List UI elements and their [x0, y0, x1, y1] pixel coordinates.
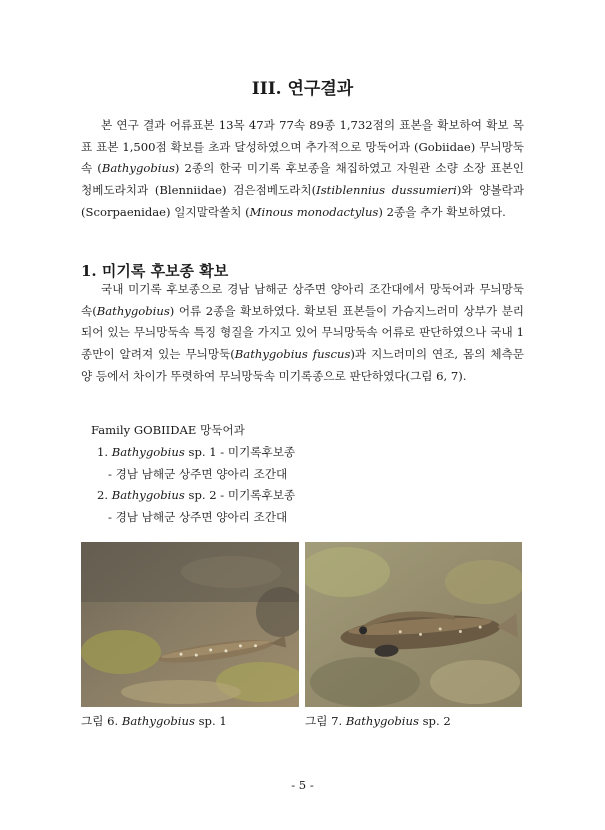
- text-run: 국내 미기록 후보종으로 경남 남해군 상주면 양아리 조간대에서 망둑어과 무늬망둑속(: [81, 282, 524, 318]
- caption-suffix: sp. 2: [418, 714, 451, 728]
- species-locality: - 경남 남해군 상주면 양아리 조간대: [108, 466, 288, 481]
- text-run: )과 지느러미의 연조, 몸의 체측문양 등에서 차이가 뚜렷하여 무늬망둑속 미기록종으로 판단하였다(그림 6, 7).: [81, 347, 525, 383]
- species-item: [91, 442, 295, 464]
- intro-text: [81, 115, 524, 224]
- section-paragraph: [81, 279, 524, 388]
- species-genus: Bathygobius: [111, 488, 185, 503]
- scientific-name: Minous monodactylus: [249, 204, 379, 219]
- species-number: 2.: [97, 488, 109, 503]
- caption-suffix: sp. 1: [194, 714, 227, 728]
- species-status: sp. 1 - 미기록후보종: [184, 444, 296, 459]
- page-number: - 5 -: [291, 778, 314, 792]
- species-number: 1.: [97, 444, 109, 459]
- caption-genus: Bathygobius: [121, 714, 195, 728]
- scientific-name: Istiblennius dussumieri: [316, 183, 457, 198]
- fish-photo-2: [305, 542, 522, 707]
- text-run: 본 연구 결과 어류표본 13목 47과 77속 89종 1,732점의 표본을 확보하여 확보 목표 표본 1,500점 확보를 초과 달성하였으며 추가적으로 망둑어과 (Gobiidae) 무늬망둑속 (: [81, 118, 524, 176]
- figure-caption-7: [305, 713, 451, 729]
- scientific-name: Bathygobius: [96, 303, 170, 318]
- caption-genus: Bathygobius: [345, 714, 419, 728]
- species-list: [91, 420, 295, 529]
- fish-photo-1: [81, 542, 299, 707]
- text-run: ) 2종을 추가 확보하였다.: [378, 204, 506, 219]
- scientific-name: Bathygobius fuscus: [234, 347, 351, 362]
- section-heading: 1. 미기록 후보종 확보: [81, 262, 229, 280]
- intro-paragraph: [81, 115, 524, 224]
- text-run: ) 어류 2종을 확보하였다. 확보된 표본들이 가슴지느러미 상부가 분리되어 있는 무늬망둑속 특징 형질을 가지고 있어 무늬망둑속 어류로 판단하였으나 국내 1종만이 알려져 있는 무늬망둑(: [81, 303, 524, 362]
- caption-prefix: 그림 7.: [305, 714, 346, 728]
- text-run: ) 2종의 한국 미기록 후보종을 채집하였고 자원관 소량 소장 표본인 청베도라치과 (Blenniidae) 검은점베도라치(: [81, 161, 524, 198]
- caption-prefix: 그림 6.: [81, 714, 122, 728]
- species-locality: - 경남 남해군 상주면 양아리 조간대: [108, 510, 288, 525]
- species-status: sp. 2 - 미기록후보종: [184, 488, 296, 503]
- species-genus: Bathygobius: [111, 444, 185, 459]
- species-item: [91, 485, 295, 507]
- section-title: III. 연구결과: [251, 79, 354, 99]
- section-text: [81, 279, 524, 388]
- family-line: Family GOBIIDAE 망둑어과: [91, 423, 245, 437]
- text-run: )와 양볼락과 (Scorpaenidae) 일지말락쏠치 (: [81, 183, 524, 219]
- scientific-name: Bathygobius: [101, 161, 175, 176]
- figure-caption-6: [81, 713, 227, 729]
